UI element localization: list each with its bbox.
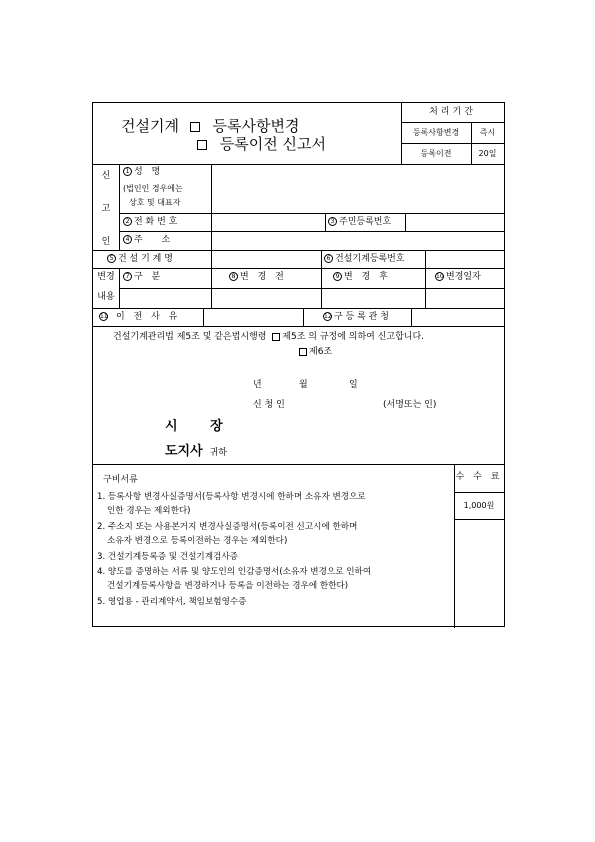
applicant-side-label-1: 신 <box>101 171 111 181</box>
processing-period-header: 처리기간 <box>429 107 476 117</box>
address-label: 4 주 소 <box>123 235 178 246</box>
title-prefix: 건설기계 <box>121 117 179 135</box>
circle-number-icon: 1 <box>123 167 132 176</box>
transfer-reason-field[interactable] <box>204 309 302 326</box>
document-item-2-cont: 소유자 변경으로 등록이전하는 경우는 제외한다) <box>107 536 288 546</box>
declaration-line2 <box>299 347 332 358</box>
phone-label: 2 전 화 번 호 <box>123 217 177 228</box>
rule <box>401 122 504 123</box>
change-date-field[interactable] <box>426 289 503 307</box>
rule <box>303 308 304 326</box>
change-type-field[interactable] <box>120 289 210 307</box>
processing-value-change: 즉시 <box>479 128 496 137</box>
date-month-label: 월 <box>299 380 308 390</box>
document-item-5: 5. 영업용 - 관리계약서, 책임보험영수증 <box>97 597 247 607</box>
applicant-side-label-3: 인 <box>101 237 111 247</box>
article6-label: 제6조 <box>309 347 333 357</box>
required-documents-header: 구비서류 <box>103 475 138 485</box>
circle-number-icon: 11 <box>100 313 108 320</box>
article5-checkbox[interactable] <box>272 333 280 341</box>
date-year-label: 년 <box>253 380 262 390</box>
circle-number-icon: 3 <box>328 217 337 226</box>
machine-name-label: 5 건 설 기 계 명 <box>107 254 173 265</box>
machine-name-field[interactable] <box>212 251 320 268</box>
rule <box>454 492 504 493</box>
change-after-header: 9 변 경 후 <box>333 272 391 283</box>
previous-office-label: 12 구 등 록 관 청 <box>324 312 389 322</box>
rule <box>321 250 322 268</box>
document-item-2: 2. 주소지 또는 사용본거지 변경사실증명서(등록이전 신고시에 한하며 <box>97 522 358 532</box>
circle-number-icon: 6 <box>324 254 333 263</box>
option-checkbox-change[interactable] <box>190 122 200 132</box>
circle-number-icon: 12 <box>324 313 332 320</box>
processing-label-transfer: 등록이전 <box>420 149 452 158</box>
resident-number-field[interactable] <box>406 214 503 231</box>
circle-number-icon: 4 <box>123 235 132 244</box>
recipient-mayor: 시 장 <box>165 419 237 434</box>
processing-value-transfer: 20일 <box>478 149 497 158</box>
name-note-2: 상호 및 대표자 <box>129 198 181 207</box>
form-title-line2 <box>197 135 326 153</box>
change-before-header: 8 변 경 전 <box>229 272 287 283</box>
change-type-header: 7 구 분 <box>123 272 163 283</box>
document-item-4-cont: 건설기계등록사항을 변경하거나 등록을 이전하는 경우에 한한다) <box>107 581 349 591</box>
resident-number-label: 3 주민등록번호 <box>328 217 391 228</box>
rule <box>454 464 455 628</box>
circle-number-icon: 5 <box>107 254 116 263</box>
phone-field[interactable] <box>212 214 324 231</box>
previous-office-field[interactable] <box>412 309 503 326</box>
processing-label-change: 등록사항변경 <box>412 128 460 137</box>
signature-seal-label: (서명또는 인) <box>383 400 437 410</box>
document-item-1-cont: 인한 경우는 제외한다) <box>107 506 191 516</box>
document-item-1: 1. 등록사항 변경사실증명서(등록사항 변경시에 한하며 소유자 변경으로 <box>97 492 366 502</box>
circle-number-icon: 8 <box>229 272 238 281</box>
document-item-4: 4. 양도를 증명하는 서류 및 양도인의 인감증명서(소유자 변경으로 인하여 <box>97 567 372 577</box>
change-after-field[interactable] <box>322 289 424 307</box>
article6-checkbox[interactable] <box>299 348 307 356</box>
declaration-text: 건설기계관리법 제5조 및 같은법시행령 <box>113 332 267 342</box>
circle-number-icon: 9 <box>333 272 342 281</box>
rule <box>93 464 504 465</box>
title-option-transfer: 등록이전 신고서 <box>219 135 326 153</box>
machine-registration-field[interactable] <box>426 251 503 268</box>
circle-number-icon: 10 <box>436 273 444 280</box>
applicant-side-label-2: 고 <box>101 204 111 214</box>
name-field[interactable] <box>212 165 401 212</box>
rule <box>401 143 504 144</box>
article5-label: 제5조 의 규정에 의하여 신고합니다. <box>282 332 425 342</box>
recipient-governor <box>165 444 227 460</box>
application-form <box>92 102 505 627</box>
applicant-sign-label: 신 청 인 <box>253 400 285 410</box>
option-checkbox-transfer[interactable] <box>197 140 207 150</box>
transfer-reason-label: 11 이 전 사 유 <box>100 312 181 322</box>
change-before-field[interactable] <box>212 289 320 307</box>
name-label: 1 성 명 <box>123 167 163 178</box>
circle-number-icon: 7 <box>123 272 132 281</box>
recipient-governor-label: 도지사 <box>165 444 203 459</box>
declaration-line1 <box>113 332 424 343</box>
rule <box>93 326 504 327</box>
circle-number-icon: 2 <box>123 217 132 226</box>
fee-label: 수 수 료 <box>455 472 503 482</box>
machine-registration-label: 6 건설기계등록번호 <box>324 254 405 265</box>
name-note-1: (법인인 경우에는 <box>123 184 183 193</box>
rule <box>93 268 504 269</box>
title-option-change: 등록사항변경 <box>212 117 300 135</box>
date-day-label: 일 <box>349 380 358 390</box>
fee-value: 1,000원 <box>463 501 495 510</box>
change-side-label-1: 변경 <box>97 272 115 282</box>
address-field[interactable] <box>212 232 503 249</box>
rule <box>454 519 504 520</box>
document-item-3: 3. 건설기계등록증 및 건설기계검사증 <box>97 552 238 562</box>
honorific: 귀하 <box>209 448 227 458</box>
change-date-header: 10 변경일자 <box>436 272 481 282</box>
change-side-label-2: 내용 <box>97 292 115 302</box>
form-title-line1 <box>121 117 299 135</box>
rule <box>325 213 326 231</box>
rule <box>119 164 120 250</box>
